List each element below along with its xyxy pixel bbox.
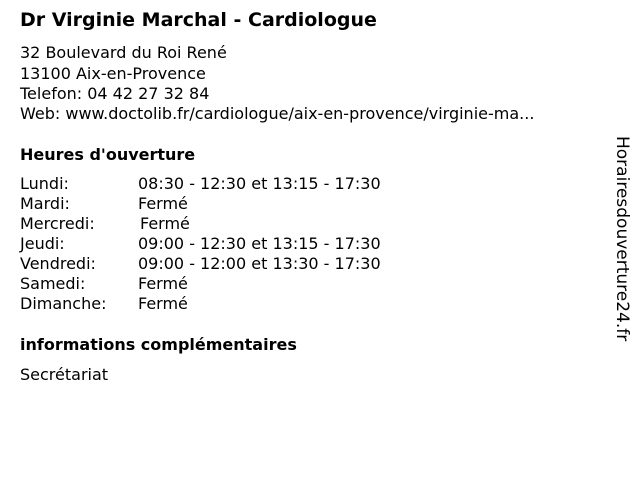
day-label: Lundi: [20, 174, 69, 193]
address-city: 13100 Aix-en-Provence [20, 64, 206, 83]
day-label: Jeudi: [20, 234, 65, 253]
address-street: 32 Boulevard du Roi René [20, 43, 227, 62]
info-text: Secrétariat [20, 365, 109, 384]
watermark [612, 136, 634, 346]
day-label: Mardi: [20, 194, 70, 213]
phone-line: Telefon: 04 42 27 32 84 [20, 84, 210, 103]
web-link[interactable]: Web: www.doctolib.fr/cardiologue/aix-en-provence/virginie-ma... [20, 104, 535, 123]
page-title: Dr Virginie Marchal - Cardiologue [20, 9, 377, 31]
day-label: Samedi: [20, 274, 86, 293]
watermark-text: Horairesdouverture24.fr [612, 136, 632, 342]
day-label: Mercredi: [20, 214, 95, 233]
hours-value: Fermé [138, 274, 188, 293]
hours-value: 09:00 - 12:00 et 13:30 - 17:30 [138, 254, 381, 273]
hours-value: 08:30 - 12:30 et 13:15 - 17:30 [138, 174, 381, 193]
hours-value: Fermé [138, 294, 188, 313]
info-title: informations complémentaires [20, 335, 297, 354]
hours-value: Fermé [140, 214, 190, 233]
day-label: Dimanche: [20, 294, 107, 313]
day-label: Vendredi: [20, 254, 96, 273]
hours-value: Fermé [138, 194, 188, 213]
hours-value: 09:00 - 12:30 et 13:15 - 17:30 [138, 234, 381, 253]
hours-title: Heures d'ouverture [20, 145, 196, 164]
